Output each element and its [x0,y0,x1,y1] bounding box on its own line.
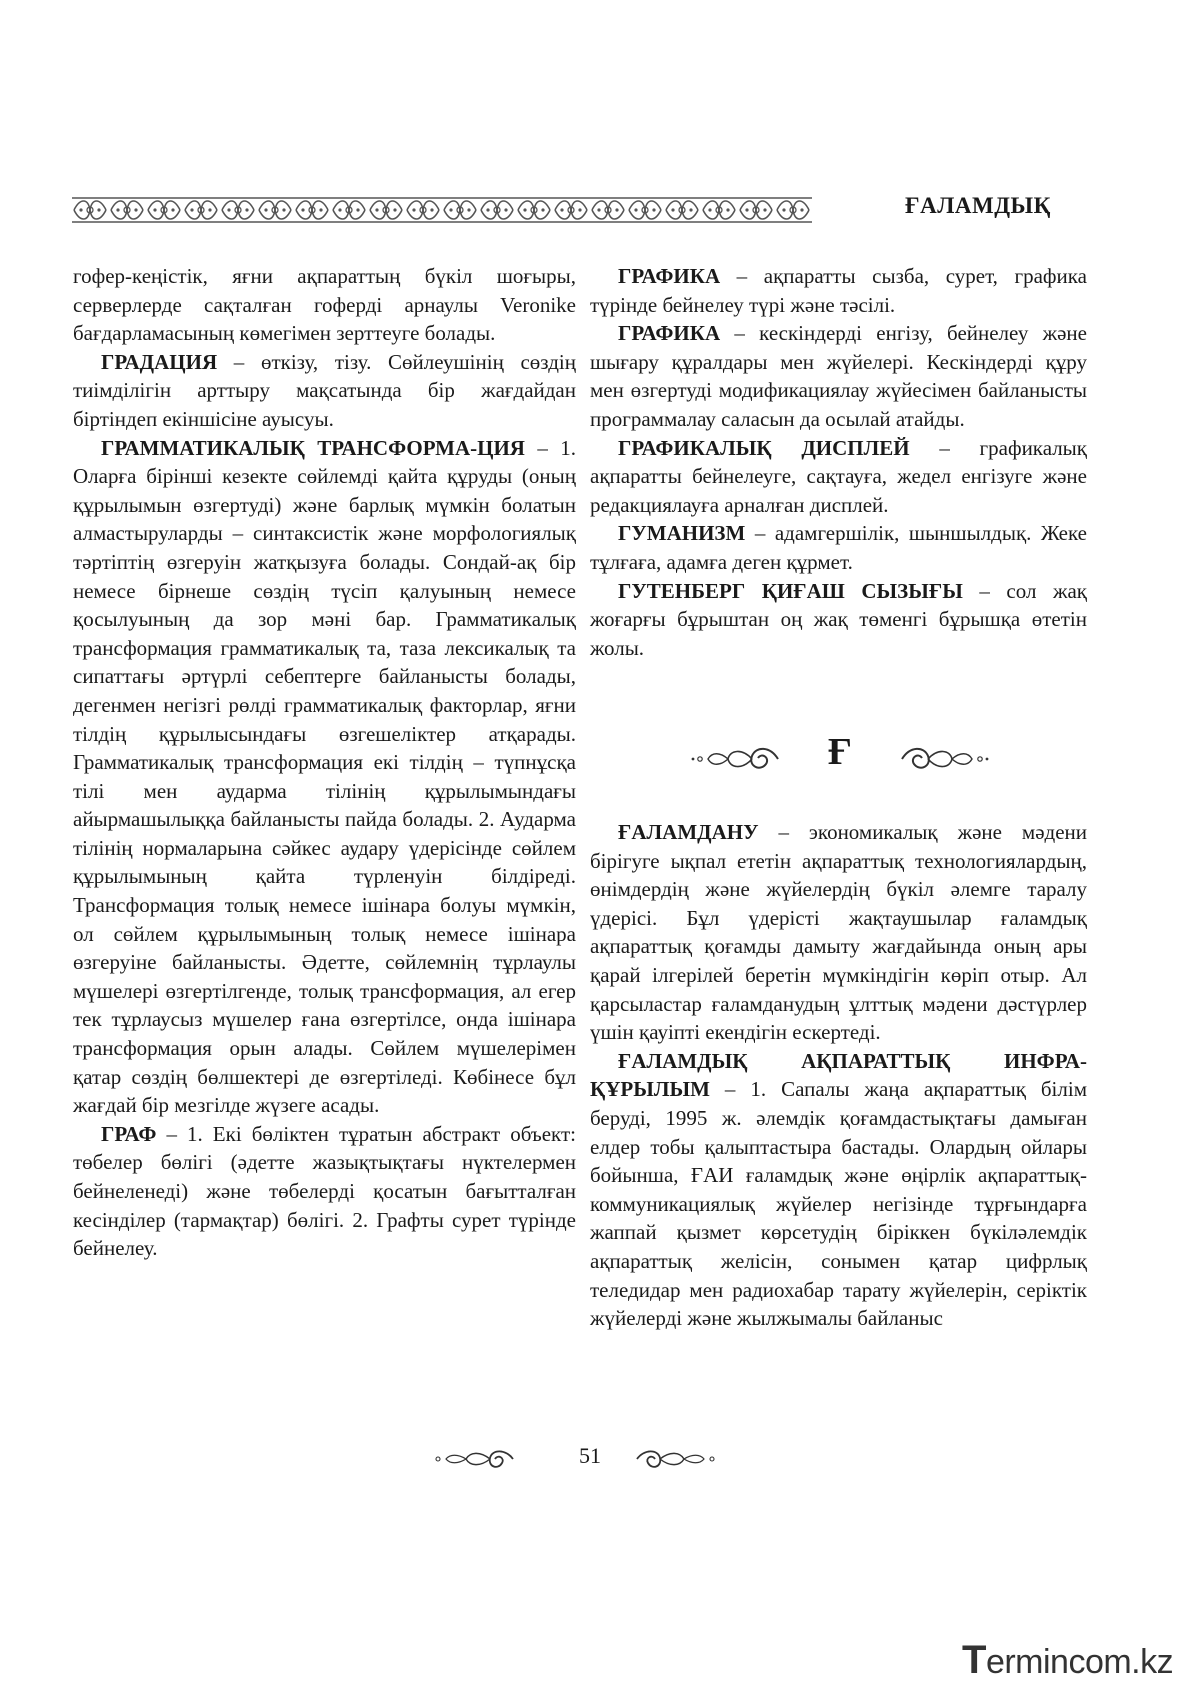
page-number: 51 [579,1443,601,1468]
entry-term: ГУМАНИЗМ [618,521,746,546]
section-letter: Ғ [827,731,853,773]
ornament-right-icon [900,742,990,776]
entry-definition: – экономикалық және мәдени бірігуге ықпал ететін ақпараттық технологиялардың, өнімдердің және жүйелердің бүкіл әлемге таралу үдерісі. Бұл үдерісті жақтаушылар ғаламдық ақпараттық қоғамды дамыту жағдайында оның ары қарай ілгерілей беретін мүмкіндігін көріп отыр. Ал қарсыластар ғаламданудың ұлттық мәдени дәстүрлер үшін қауіпті екендігін ескертеді. [590,820,1087,1045]
entry-definition: – 1. Сапалы жаңа ақпараттық білім беруді, 1995 ж. әлемдік қоғамдастықтағы дамыған елдер тобы қалыптастыра бастады. Олардың ойлары бойынша, ҒАИ ғаламдық және өңірлік ақпараттық-коммуникациялық жүйелер негізінде тұрғындарға жаппай қызмет көрсетудің біріккен бүкіләлемдік ақпараттық желісін, сонымен қатар цифрлық теледидар мен радиохабар тарату жүйелерін, серіктік жүйелерді және жылжымалы байланыс [590,1077,1087,1331]
section-letter-divider [690,728,990,788]
footer-ornament-left-icon [430,1446,515,1472]
entry-term: ГРАФИКА [618,264,721,288]
entry-gradatsiya [73,348,576,434]
entry-gutenberg-line [590,577,1087,663]
ornament-left-icon [690,742,780,776]
right-column-bottom [590,818,1087,1333]
entry-term: ҒАЛАМДЫҚ АҚПАРАТТЫҚ ИНФРА-ҚҰРЫЛЫМ [590,1048,1087,1102]
entry-gumanizm [590,519,1087,576]
entry-term: ГУТЕНБЕРГ ҚИҒАШ СЫЗЫҒЫ [618,578,963,603]
header-ornament-band [72,196,812,224]
entry-definition: – 1. Екі бөліктен тұратын абстракт объект: төбелер бөлігі (әдетте жазықтықтағы нүктелермен бейнеленеді) және төбелерді қосатын бағытталған кесінділер (тармақтар) бөлігі. 2. Графты сурет түрінде бейнелеу. [73,1121,576,1261]
page-footer [430,1440,750,1474]
entry-continuation: гофер-кеңістік, яғни ақпараттың бүкіл шоғыры, серверлерде сақталған гоферді арнаулы Veronike бағдарламасының көмегімен зерттеуге болады. [73,264,576,346]
entry-term: ГРАФИКАЛЫҚ ДИСПЛЕЙ [618,435,910,460]
entry-grafika-1 [590,262,1087,319]
entry-term: ГРАФИКА [618,321,721,346]
entry-definition: – адамгершілік, шыншылдық. Жеке тұлғаға, адамға деген құрмет. [590,521,1087,574]
entry-galamdanu [590,818,1087,1047]
entry-term: ГРАДАЦИЯ [101,349,218,374]
entry-definition: – өткізу, тізу. Сөйлеушінің сөздің тиімділігін арттыру мақсатында бір жағдайдан біртіндеп екіншісіне ауысуы. [73,349,576,431]
watermark-logo: Termincom.kz [962,1638,1174,1682]
entry-definition: – кескіндерді енгізу, бейнелеу және шығару құралдары мен жүйелері. Кескіндерді құру мен өзгертуді модификациялау жүйесімен байланысты программалау саласын да осылай атайды. [590,321,1087,431]
entry-term: ГРАФ [101,1121,157,1146]
right-column-top [590,262,1087,662]
entry-grammatical-transformation [73,434,576,1120]
entry-term: ГРАММАТИКАЛЫҚ ТРАНСФОРМА-ЦИЯ [101,435,525,460]
footer-ornament-right-icon [635,1446,720,1472]
entry-global-info-infrastructure [590,1047,1087,1333]
entry-term: ҒАЛАМДАНУ [618,820,759,844]
entry-graphic-display [590,434,1087,520]
running-head: ҒАЛАМДЫҚ [905,193,1051,218]
entry-definition: – сол жақ жоғарғы бұрыштан оң жақ төменгі бұрышқа өтетін жолы. [590,578,1087,660]
entry-definition: – графикалық ақпаратты бейнелеуге, сақтауға, жедел енгізуге және редакциялауға арналған дисплей. [590,435,1087,517]
left-column [73,262,576,1263]
entry-definition: – ақпаратты сызба, сурет, графика түрінде бейнелеу түрі және тәсілі. [590,264,1087,317]
entry-definition: – 1. Оларға бірінші кезекте сөйлемді қайта құруды (оның құрылымын өзгертуді) және барлық мүмкін болатын алмастыруларды – синтаксистік және морфологиялық тәртіптің өзгеруін жатқызуға болады. Сондай-ақ бір немесе бірнеше сөздің түсіп қалуының немесе қосылуының да зор мәні бар. Грамматикалық трансформация грамматикалық та, таза лексикалық та сипаттағы әртүрлі себептерге байланысты болады, дегенмен негізгі рөлді грамматикалық факторлар, яғни тілдің құрылысындағы өзгешеліктер атқарады. Грамматикалық трансформация екі тілдің – түпнұсқа тілі мен аударма тілінің құрылымындағы айырмашылыққа байланысты пайда болады. 2. Аударма тілінің нормаларына сәйкес аудару үдерісінде сөйлем құрылымының қайта түрленуін білдіреді. Трансформация толық немесе ішінара болуы мүмкін, ол сөйлем құрылымының толық немесе ішінара өзгеруіне байланысты. Әдетте, сөйлемнің тұрлаулы мүшелері өзгертілгенде, толық трансформация, ал егер тек тұрлаусыз мүшелер ғана өзгертілсе, онда ішінара трансформация орын алады. Сөйлем мүшелерімен қатар сөздің бөлшектері де өзгертіледі. Көбінесе бұл жағдай бір мезгілде жүзеге асады. [73,435,577,1118]
entry-graf [73,1120,576,1263]
entry-grafika-2 [590,319,1087,433]
